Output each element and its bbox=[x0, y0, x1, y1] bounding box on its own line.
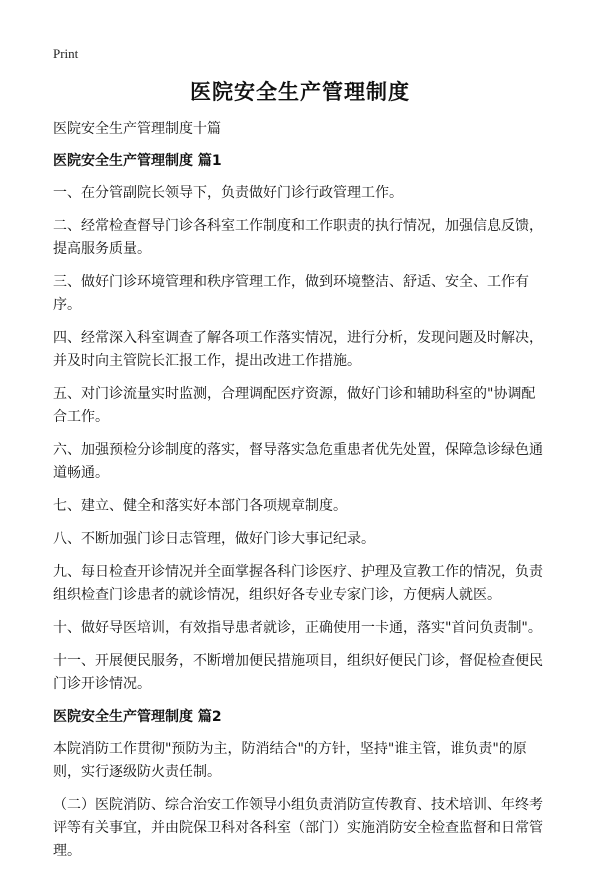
section-heading: 医院安全生产管理制度 篇2 bbox=[53, 709, 222, 725]
paragraph: 四、经常深入科室调查了解各项工作落实情况，进行分析，发现问题及时解决，并及时向主管院长汇报工作，提出改进工作措施。 bbox=[53, 330, 543, 369]
paragraph: 五、对门诊流量实时监测，合理调配医疗资源，做好门诊和辅助科室的"协调配合工作。 bbox=[53, 386, 536, 425]
paragraph: 六、加强预检分诊制度的落实，督导落实急危重患者优先处置，保障急诊绿色通道畅通。 bbox=[53, 442, 543, 481]
section-heading: 医院安全生产管理制度 篇1 bbox=[53, 153, 222, 169]
paragraph: 七、建立、健全和落实好本部门各项规章制度。 bbox=[53, 498, 347, 514]
paragraph: （二）医院消防、综合治安工作领导小组负责消防宣传教育、技术培训、年终考评等有关事宜，并由院保卫科对各科室（部门）实施消防安全检查监督和日常管理。 bbox=[53, 797, 543, 859]
paragraph: 一、在分管副院长领导下，负责做好门诊行政管理工作。 bbox=[53, 185, 403, 201]
paragraph: 二、经常检查督导门诊各科室工作制度和工作职责的执行情况，加强信息反馈，提高服务质量。 bbox=[53, 218, 543, 257]
section-1 bbox=[53, 150, 548, 696]
paragraph: 十一、开展便民服务，不断增加便民措施项目，组织好便民门诊，督促检查便民门诊开诊情况。 bbox=[53, 653, 543, 692]
paragraph: 十、做好导医培训，有效指导患者就诊，正确使用一卡通，落实"首问负责制"。 bbox=[53, 620, 542, 636]
page-title: 医院安全生产管理制度 bbox=[190, 80, 410, 104]
document-body bbox=[53, 118, 548, 873]
print-link[interactable]: Print bbox=[53, 46, 79, 61]
paragraph: 本院消防工作贯彻"预防为主，防消结合"的方针，坚持"谁主管，谁负责"的原则，实行逐级防火责任制。 bbox=[53, 741, 527, 780]
paragraph: 九、每日检查开诊情况并全面掌握各科门诊医疗、护理及宣教工作的情况，负责组织检查门诊患者的就诊情况，组织好各专业专家门诊，方便病人就医。 bbox=[53, 564, 543, 603]
paragraph: 八、不断加强门诊日志管理，做好门诊大事记纪录。 bbox=[53, 531, 375, 547]
paragraph: 三、做好门诊环境管理和秩序管理工作，做到环境整洁、舒适、安全、工作有序。 bbox=[53, 274, 529, 313]
section-2 bbox=[53, 706, 548, 863]
document-subtitle: 医院安全生产管理制度十篇 bbox=[53, 121, 221, 137]
